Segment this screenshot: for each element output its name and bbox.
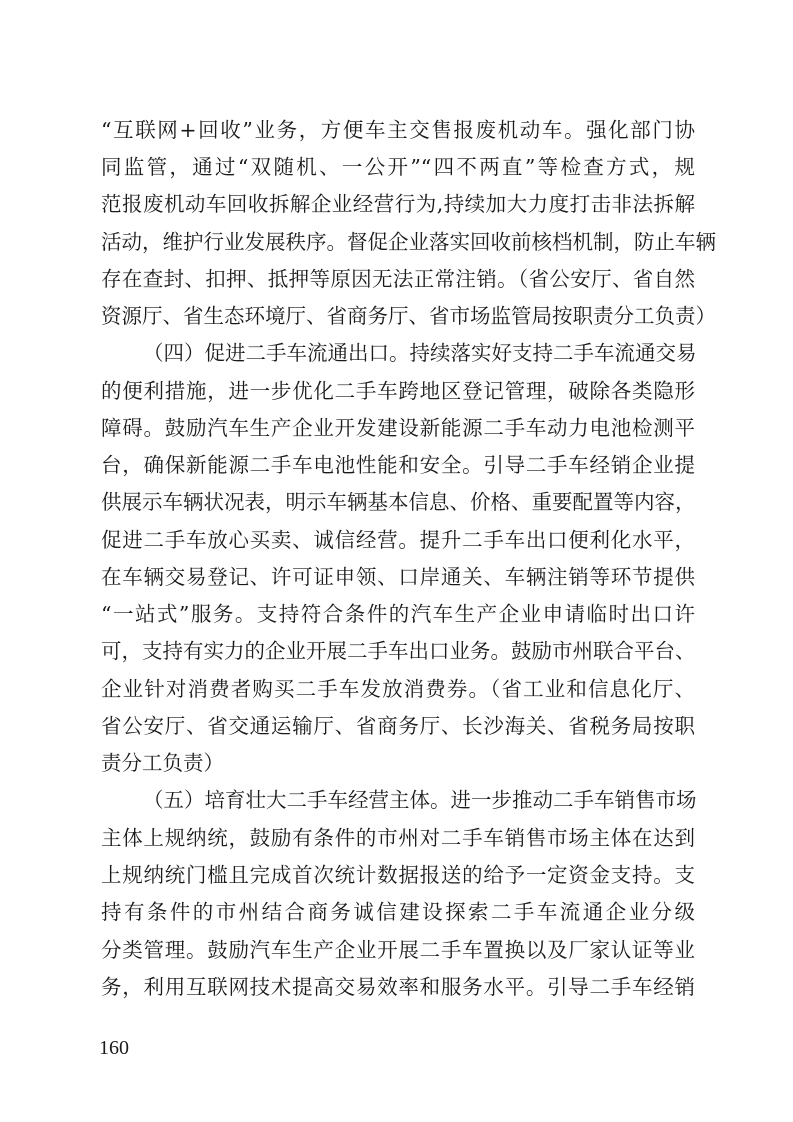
text-line: 上规纳统门槛且完成首次统计数据报送的给予一定资金支持。支 [101,863,695,887]
text-line: “互联网+回收”业务，方便车主交售报废机动车。强化部门协 [101,118,695,142]
page-number: 160 [99,1037,129,1059]
text-line: 企业针对消费者购买二手车发放消费券。（省工业和信息化厅、 [101,677,695,701]
text-line: 存在查封、扣押、抵押等原因无法正常注销。（省公安厅、省自然 [101,267,695,291]
text-line: 可，支持有实力的企业开展二手车出口业务。鼓励市州联合平台、 [101,639,696,663]
text-line: 资源厅、省生态环境厅、省商务厅、省市场监管局按职责分工负责） [101,304,716,328]
text-line: 供展示车辆状况表，明示车辆基本信息、价格、重要配置等内容， [101,490,696,514]
text-line: 省公安厅、省交通运输厅、省商务厅、长沙海关、省税务局按职 [101,714,695,738]
text-line: 在车辆交易登记、许可证申领、口岸通关、车辆注销等环节提供 [101,565,695,589]
text-line: 促进二手车放心买卖、诚信经营。提升二手车出口便利化水平， [101,528,695,552]
text-line: 主体上规纳统，鼓励有条件的市州对二手车销售市场主体在达到 [101,826,695,850]
text-line: 责分工负责） [101,751,224,775]
text-line: 台，确保新能源二手车电池性能和安全。引导二手车经销企业提 [101,453,695,477]
text-line: 同监管，通过“双随机、一公开”“四不两直”等检查方式，规 [101,155,695,179]
text-line: （五）培育壮大二手车经营主体。进一步推动二手车销售市场 [143,788,697,812]
text-line: （四）促进二手车流通出口。持续落实好支持二手车流通交易 [143,341,697,365]
text-line: “一站式”服务。支持符合条件的汽车生产企业申请临时出口许 [101,602,695,626]
text-line: 范报废机动车回收拆解企业经营行为,持续加大力度打击非法拆解 [101,192,695,216]
text-line: 障碍。鼓励汽车生产企业开发建设新能源二手车动力电池检测平 [101,416,695,440]
text-line: 活动，维护行业发展秩序。督促企业落实回收前核档机制，防止车辆 [101,230,716,254]
text-line: 务，利用互联网技术提高交易效率和服务水平。引导二手车经销 [101,975,695,999]
text-line: 分类管理。鼓励汽车生产企业开展二手车置换以及厂家认证等业 [101,938,695,962]
text-line: 的便利措施，进一步优化二手车跨地区登记管理，破除各类隐形 [101,379,695,403]
text-line: 持有条件的市州结合商务诚信建设探索二手车流通企业分级 [101,900,695,924]
